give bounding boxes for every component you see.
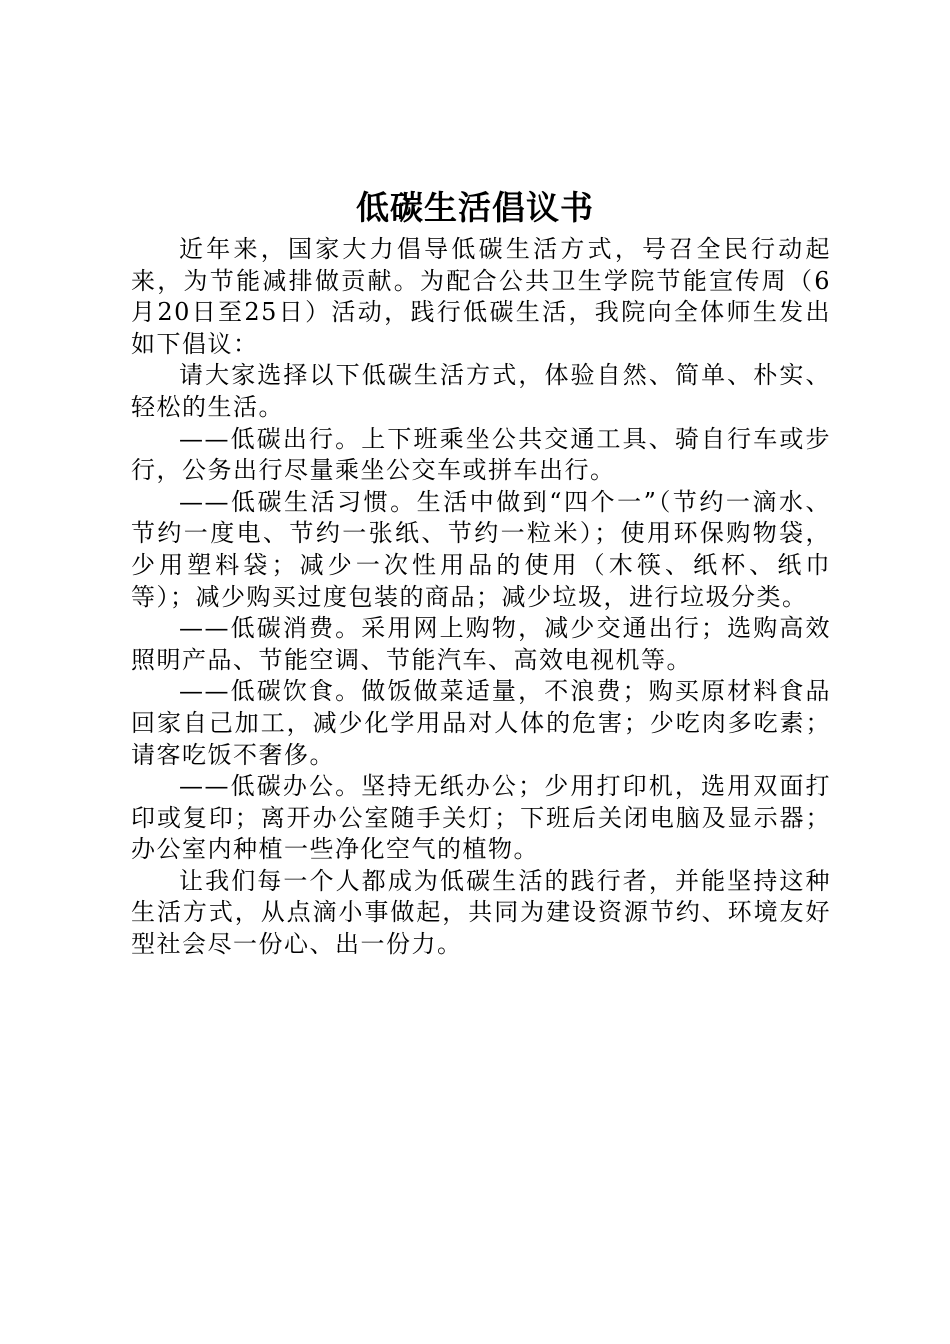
paragraph-lifestyle: 请大家选择以下低碳生活方式，体验自然、简单、朴实、轻松的生活。	[131, 361, 831, 421]
paragraph-intro: 近年来，国家大力倡导低碳生活方式，号召全民行动起来，为节能减排做贡献。为配合公共卫生学院节能宣传周（6月20日至25日）活动，践行低碳生活，我院向全体师生发出如下倡议：	[131, 235, 831, 358]
paragraph-habits: ——低碳生活习惯。生活中做到“四个一”（节约一滴水、节约一度电、节约一张纸、节约一粒米）；使用环保购物袋，少用塑料袋；减少一次性用品的使用（木筷、纸杯、纸巾等）；减少购买过度包装的商品；减少垃圾，进行垃圾分类。	[131, 487, 831, 611]
paragraph-travel: ——低碳出行。上下班乘坐公共交通工具、骑自行车或步行，公务出行尽量乘坐公交车或拼车出行。	[131, 424, 831, 485]
paragraph-diet: ——低碳饮食。做饭做菜适量，不浪费；购买原材料食品回家自己加工，减少化学用品对人体的危害；少吃肉多吃素；请客吃饭不奢侈。	[131, 677, 831, 769]
document-body	[131, 234, 831, 961]
paragraph-closing: 让我们每一个人都成为低碳生活的践行者，并能坚持这种生活方式，从点滴小事做起，共同为建设资源节约、环境友好型社会尽一份心、出一份力。	[131, 866, 831, 959]
paragraph-office: ——低碳办公。坚持无纸办公；少用打印机，选用双面打印或复印；离开办公室随手关灯；下班后关闭电脑及显示器；办公室内种植一些净化空气的植物。	[131, 772, 831, 864]
paragraph-consumption: ——低碳消费。采用网上购物，减少交通出行；选购高效照明产品、节能空调、节能汽车、高效电视机等。	[131, 614, 831, 674]
document-title: 低碳生活倡议书	[356, 188, 594, 227]
